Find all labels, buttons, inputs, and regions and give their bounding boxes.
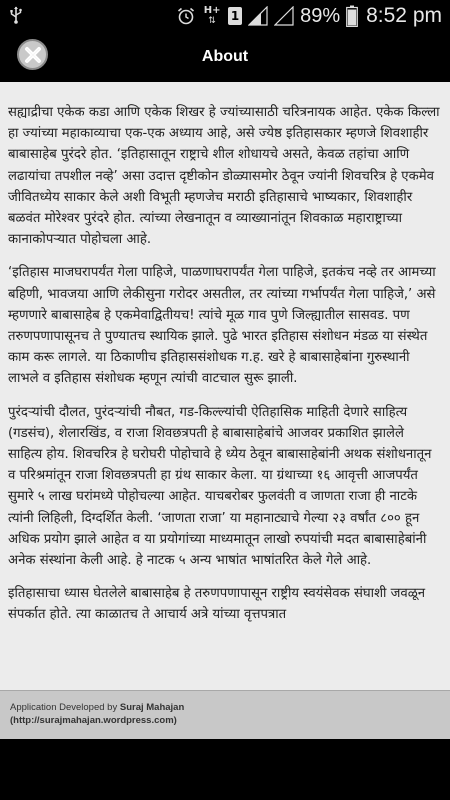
status-bar [0,0,450,32]
developer-url-text: (http://surajmahajan.wordpress.com) [10,715,177,726]
close-button[interactable] [17,39,48,70]
close-icon [24,46,42,64]
developer-url[interactable] [10,715,177,726]
about-paragraph: पुरंदऱ्यांची दौलत, पुरंदऱ्यांची नौबत, गड-किल्ल्यांची ऐतिहासिक माहिती देणारे साहित्य (गडसंच), शेलारखिंड, व राजा शिवछत्रपती हे बाबासाहेबांचे आजवर प्रकाशित झालेले साहित्य होय. शिवचरित्र हे घरोघरी पोहोचावे हे ध्येय ठेवून बाबासाहेबांनी अथक संशोधनातून व परिश्रमांतून राजा शिवछत्रपती हा ग्रंथ साकार केला. या ग्रंथाच्या १६ आवृत्ती आजपर्यंत सुमारे ५ लाख घरांमध्ये पोहोचल्या आहेत. याचबरोबर फुलवंती व जाणता राजा ही नाटके त्यांनी लिहिली, दिग्दर्शित केली. ‘जाणता राजा’ या महानाट्याचे गेल्या २३ वर्षांत ८०० हून अधिक प्रयोग झाले आहेत व या प्रयोगांच्या माध्यमातून लाखो रुपयांची मदत बाबासाहेबांनी अनेक संस्थांना केली आहे. हे नाटक ५ अन्य भाषांत भाषांतरित केले गेले आहे. [8,404,432,569]
signal-icon [274,5,294,27]
credit-prefix: Application Developed by [10,702,118,713]
signal-icon [248,5,268,27]
data-arrows-icon: ⇅ [208,16,216,26]
developer-name: Suraj Mahajan [119,702,185,713]
alarm-icon [176,5,196,27]
data-hplus-icon [202,5,222,27]
about-paragraph: ‘इतिहास माजघरापर्यंत गेला पाहिजे, पाळणाघरापर्यंत गेला पाहिजे, इतकंच नव्हे तर आमच्या बहिणी, भावजया आणि लेकीसुना गरोदर असतील, तर त्यांच्या गर्भापर्यंत गेला पाहिजे,’ असे म्हणणारे बाबासाहेब हे एकमेवाद्वितीयच! त्यांचे मूळ गाव पुणे जिल्ह्यातील सासवड. पण तरुणपणापासूनच ते पुण्यातच स्थायिक झाले. पुढे भारत इतिहास संशोधन मंडळ या संस्थेत काम करू लागले. या ठिकाणीच इतिहाससंशोधक ग.ह. खरे हे बाबासाहेबांना गुरुस्थानी लाभले व इतिहास संशोधक म्हणून त्यांची वाटचाल सुरू झाली. [8,265,436,387]
sim-1-icon [228,5,242,27]
battery-icon [346,5,358,27]
developer-footer [0,690,450,739]
clock: 8:52 pm [366,4,442,27]
developer-credit [10,702,184,713]
about-paragraph: सह्याद्रीचा एकेक कडा आणि एकेक शिखर हे ज्यांच्यासाठी चरित्रनायक आहेत. एकेक किल्ला हा ज्यांच्या महाकाव्याचा एक-एक अध्याय आहे, असे ज्येष्ठ इतिहासकार म्हणजे शिवशाहीर बाबासाहेब पुरंदरे होत. ‘इतिहासातून राष्ट्राचे शील शोधायचे असते, केवळ तहांचा आणि लढायांचा तपशील नव्हे’ असा उदात्त दृष्टीकोन डोळ्यासमोर ठेवून ज्यांनी शिवचरित्र हे एकमेव जीवितध्येय साकार केले अशी विभूती म्हणजेच मराठी इतिहासाचे भाष्यकार, शिवशाहीर बळवंत मोरेश्वर पुरंदरे होत. त्यांच्या लेखनातून व व्याख्यानांतून शिवकाळ महाराष्ट्राच्या कानाकोपऱ्यात पोहोचला आहे. [8,105,440,248]
about-content[interactable] [0,82,450,690]
about-paragraph: इतिहासाचा ध्यास घेतलेले बाबासाहेब हे तरुणपणापासून राष्ट्रीय स्वयंसेवक संघाशी जवळून संपर्कात होते. त्या काळातच ते आचार्य अत्रे यांच्या वृत्तपत्रात [8,586,426,623]
empty-area [0,739,450,800]
sim-label: 1 [228,7,242,25]
network-label: H+ [203,5,221,16]
battery-percent: 89% [300,4,341,27]
usb-icon [9,6,23,24]
title-bar [0,32,450,82]
page-title: About [201,48,249,65]
